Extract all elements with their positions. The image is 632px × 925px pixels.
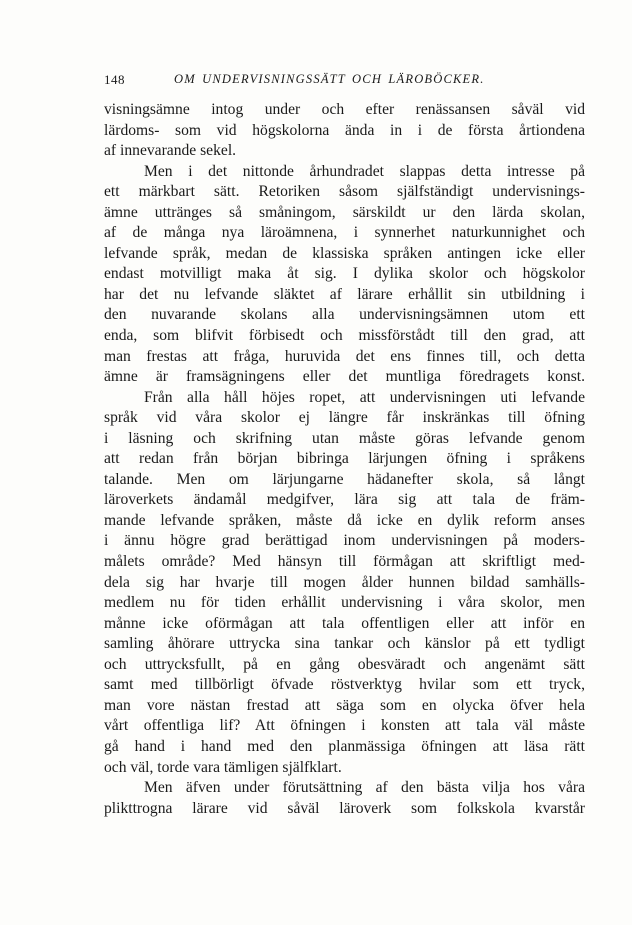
- text-line: ämne är framsägningens eller det muntliga föredragets konst.: [104, 368, 585, 386]
- text-line: enda, som blifvit förbisedt och missförstådt till den grad, att: [104, 327, 585, 345]
- text-line: plikttrogna lärare vid såväl läroverk som folkskola kvarstår: [104, 799, 585, 817]
- paragraph-start-line: Men äfven under förutsättning af den bästa vilja hos våra: [144, 779, 585, 797]
- text-line: och uttrycksfullt, på en gång obesväradt och angenämt sätt: [104, 655, 585, 673]
- text-line: man frestas att fråga, huruvida det ens finnes till, och detta: [104, 347, 585, 365]
- paragraph-start-line: Från alla håll höjes ropet, att undervisningen uti lefvande: [144, 388, 585, 406]
- text-line: endast motvilligt maka åt sig. I dylika skolor och högskolor: [104, 265, 585, 283]
- text-line: lärdoms- som vid högskolorna ända in i de första årtiondena: [104, 121, 585, 139]
- text-line: af innevarande sekel.: [104, 142, 237, 160]
- text-line: talande. Men om lärjungarne hädanefter skola, så långt: [104, 470, 585, 488]
- text-line: den nuvarande skolans alla undervisningsämnen utom ett: [104, 306, 585, 324]
- running-head: OM UNDERVISNINGSSÄTT OCH LÄROBÖCKER.: [174, 72, 485, 86]
- text-line: gå hand i hand med den planmässiga öfningen att läsa rätt: [104, 737, 585, 755]
- paragraph-start-line: Men i det nittonde århundradet slappas detta intresse på: [144, 162, 585, 180]
- text-line: visningsämne intog under och efter renässansen såväl vid: [104, 101, 585, 118]
- text-line: i läsning och skrifning utan måste göras lefvande genom: [104, 429, 585, 447]
- text-line: ett märkbart sätt. Retoriken såsom själfständigt undervisnings-: [104, 183, 585, 201]
- text-line: månne icke oförmågan att tala offentligen eller att inför en: [104, 614, 585, 632]
- text-line: har det nu lefvande släktet af lärare erhållit sin utbildning i: [104, 285, 585, 303]
- text-line: vårt offentliga lif? Att öfningen i konsten att tala väl måste: [104, 717, 585, 735]
- text-line: samling åhörare uttrycka sina tankar och känslor på ett tydligt: [104, 635, 585, 653]
- text-line: läroverkets ändamål medgifver, lära sig att tala de främ-: [104, 491, 585, 509]
- page-number: 148: [104, 72, 125, 87]
- text-line: i ännu högre grad berättigad inom undervisningen på moders-: [104, 532, 585, 550]
- text-line: och väl, torde vara tämligen själfklart.: [104, 758, 342, 776]
- text-line: man vore nästan frestad att säga som en olycka öfver hela: [104, 696, 585, 714]
- text-line: ämne uttränges så småningom, särskildt ur den lärda skolan,: [104, 203, 585, 221]
- text-line: lefvande språk, medan de klassiska språken antingen icke eller: [104, 244, 585, 262]
- text-line: af de många nya läroämnena, i synnerhet naturkunnighet och: [104, 224, 585, 242]
- text-line: målets område? Med hänsyn till förmågan att skriftligt med-: [104, 553, 585, 571]
- text-line: språk vid våra skolor ej längre får inskränkas till öfning: [104, 409, 585, 427]
- text-line: samt med tillbörligt öfvade röstverktyg hvilar som ett tryck,: [104, 676, 585, 694]
- text-line: mande lefvande språken, måste då icke en dylik reform anses: [104, 511, 585, 529]
- body-text: [104, 100, 585, 819]
- page-header: [104, 72, 584, 92]
- text-line: dela sig har hvarje till mogen ålder hunnen bildad samhälls-: [104, 573, 585, 591]
- text-line: medlem nu för tiden erhållit undervisning i våra skolor, men: [104, 594, 585, 612]
- text-line: att redan från början bibringa lärjungen öfning i språkens: [104, 450, 585, 468]
